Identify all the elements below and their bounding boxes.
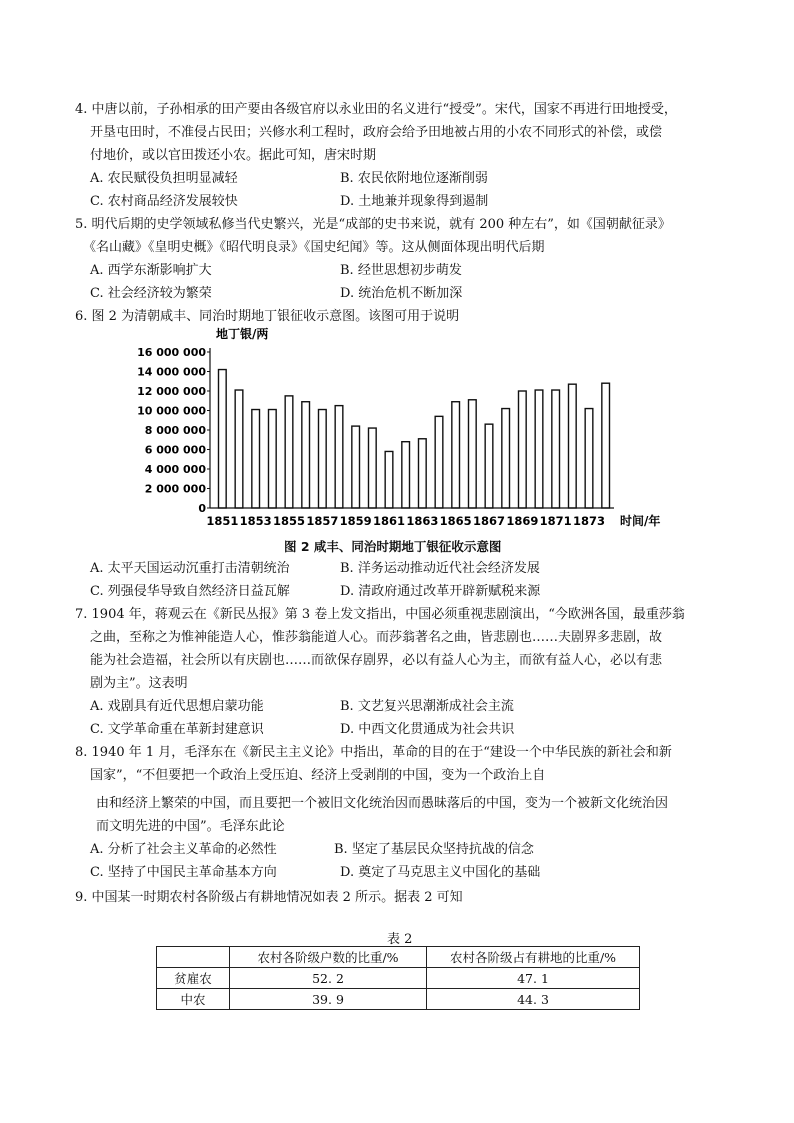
bar-1863 [419, 439, 427, 508]
q5-option-a[interactable]: A. 西学东渐影响扩大 [90, 263, 212, 278]
x-tick-label: 1871 [539, 514, 572, 528]
q7-option-a[interactable]: A. 戏剧具有近代思想启蒙功能 [90, 699, 264, 714]
x-tick-label: 1861 [372, 514, 406, 528]
q8-option-c[interactable]: C. 坚持了中国民主革命基本方向 [90, 865, 277, 880]
q7-line-3: 能为社会造福，社会所以有庆剧也……而欲保存剧界，必以有益人心为主，而欲有益人心，必以有悲 [90, 653, 663, 668]
bar-1855 [285, 396, 293, 508]
bar-1861 [385, 451, 393, 508]
q8-option-a[interactable]: A. 分析了社会主义革命的必然性 [90, 842, 277, 857]
y-tick-label: 16 000 000 [137, 346, 206, 359]
q7-line-2: 之曲，至称之为惟神能造人心，惟莎翁能道人心。而莎翁著名之曲，皆悲剧也……夫剧界多悲剧，故 [90, 630, 663, 645]
q6-option-c[interactable]: C. 列强侵华导致自然经济日益瓦解 [90, 584, 290, 599]
q8-line-4: 而文明先进的中国”。毛泽东此论 [96, 819, 285, 834]
chart-bars [219, 370, 610, 508]
q5-option-c[interactable]: C. 社会经济较为繁荣 [90, 286, 212, 301]
q8-line-2: 国家”，“不但要把一个政治上受压迫、经济上受剥削的中国，变为一个政治上自 [90, 768, 546, 783]
y-tick-label: 4 000 000 [144, 463, 206, 476]
bar-1852 [235, 390, 243, 508]
q5-option-d[interactable]: D. 统治危机不断加深 [340, 286, 463, 301]
table-header-empty [157, 947, 230, 968]
y-tick-label: 6 000 000 [144, 443, 206, 457]
chart-caption: 图 2 咸丰、同治时期地丁银征收示意图 [284, 539, 502, 554]
bar-1870 [535, 390, 543, 508]
q5-option-b[interactable]: B. 经世思想初步萌发 [340, 263, 462, 278]
q5-line-2: 《名山藏》《皇明史概》《昭代明良录》《国史纪闻》等。这从侧面体现出明代后期 [83, 240, 545, 255]
q7-option-d[interactable]: D. 中西文化贯通成为社会共识 [340, 722, 515, 737]
x-tick-label: 1857 [306, 514, 339, 528]
q4-line-1: 4. 中唐以前，子孙相承的田产要由各级官府以永业田的名义进行“授受”。宋代，国家不再进行田地授受， [75, 102, 677, 117]
bar-1866 [469, 400, 477, 508]
bar-1859 [352, 426, 360, 508]
bar-1868 [502, 409, 510, 508]
table-cell: 52. 2 [230, 968, 427, 989]
table-cell: 39. 9 [230, 989, 427, 1010]
bar-1873 [585, 409, 593, 508]
y-tick-label: 10 000 000 [137, 404, 206, 418]
bar-1851 [219, 370, 227, 508]
table-row [157, 968, 640, 989]
x-tick-label: 1853 [239, 514, 272, 528]
q9-line-1: 9. 中国某一时期农村各阶级占有耕地情况如表 2 所示。据表 2 可知 [75, 890, 463, 905]
bar-1856 [302, 402, 310, 508]
bar-1858 [335, 406, 343, 508]
bar-1860 [369, 428, 377, 508]
q5-line-1: 5. 明代后期的史学领域私修当代史繁兴，光是“成部的史书来说，就有 200 种左右”，如《国朝献征录》 [75, 217, 671, 232]
chart-y-axis-label: 地丁银/两 [216, 327, 269, 341]
y-tick-label: 12 000 000 [137, 385, 206, 398]
bar-1862 [402, 442, 410, 508]
table-2-title: 表 2 [387, 932, 413, 947]
q4-option-a[interactable]: A. 农民赋役负担明显减轻 [90, 171, 238, 186]
table-cell: 44. 3 [427, 989, 640, 1010]
q7-line-4: 剧为主”。这表明 [90, 676, 188, 691]
x-tick-label: 1863 [406, 514, 439, 528]
bar-1864 [435, 416, 443, 508]
bar-1865 [452, 402, 460, 508]
bar-1869 [519, 391, 527, 508]
table-cell: 中农 [157, 989, 230, 1010]
q4-line-3: 付地价，或以官田拨还小农。据此可知，唐宋时期 [90, 148, 377, 163]
bar-1872 [569, 384, 577, 508]
table-header-households: 农村各阶级户数的比重/% [230, 947, 427, 968]
table-header-row [157, 947, 640, 968]
table-row [157, 989, 640, 1010]
bar-1871 [552, 390, 560, 508]
chart-x-ticks [206, 514, 605, 528]
q6-line-1: 6. 图 2 为清朝咸丰、同治时期地丁银征收示意图。该图可用于说明 [75, 309, 460, 324]
bar-1857 [319, 410, 327, 508]
q8-line-1: 8. 1940 年 1 月，毛泽东在《新民主主义论》中指出，革命的目的在于“建设一个中华民族的新社会和新 [75, 745, 672, 760]
y-tick-label: 14 000 000 [137, 365, 206, 379]
x-tick-label: 1855 [272, 514, 306, 528]
q4-option-d[interactable]: D. 土地兼并现象得到遏制 [340, 194, 489, 209]
table-2 [156, 946, 640, 1010]
chart-y-ticks [137, 346, 210, 515]
bar-1867 [485, 424, 493, 508]
bar-1874 [602, 383, 610, 508]
q8-option-d[interactable]: D. 奠定了马克思主义中国化的基础 [340, 865, 541, 880]
q8-line-3: 由和经济上繁荣的中国，而且要把一个被旧文化统治因而愚昧落后的中国，变为一个被新文化统治因 [96, 796, 669, 811]
x-tick-label: 1869 [506, 514, 539, 528]
x-tick-label: 1851 [206, 514, 239, 528]
table-header-land: 农村各阶级占有耕地的比重/% [427, 947, 640, 968]
q4-option-c[interactable]: C. 农村商品经济发展较快 [90, 194, 238, 209]
y-tick-label: 0 [198, 502, 206, 515]
land-tax-bar-chart [137, 324, 678, 534]
x-tick-label: 1859 [339, 514, 372, 528]
q6-option-a[interactable]: A. 太平天国运动沉重打击清朝统治 [90, 561, 290, 576]
x-tick-label: 1873 [572, 514, 606, 528]
bar-1854 [269, 410, 277, 508]
q4-line-2: 开垦屯田时，不准侵占民田；兴修水利工程时，政府会给予田地被占用的小农不同形式的补偿，或偿 [90, 125, 663, 140]
y-tick-label: 2 000 000 [144, 482, 206, 496]
x-tick-label: 1865 [439, 514, 472, 528]
bar-1853 [252, 410, 260, 508]
q8-option-b[interactable]: B. 坚定了基层民众坚持抗战的信念 [334, 842, 534, 857]
table-cell: 贫雇农 [157, 968, 230, 989]
chart-x-axis-label: 时间/年 [620, 514, 661, 528]
q7-option-b[interactable]: B. 文艺复兴思潮渐成社会主流 [340, 699, 514, 714]
x-tick-label: 1867 [472, 514, 506, 528]
q6-option-d[interactable]: D. 清政府通过改革开辟新赋税来源 [340, 584, 541, 599]
q4-option-b[interactable]: B. 农民依附地位逐渐削弱 [340, 171, 488, 186]
q6-option-b[interactable]: B. 洋务运动推动近代社会经济发展 [340, 561, 540, 576]
table-cell: 47. 1 [427, 968, 640, 989]
y-tick-label: 8 000 000 [144, 424, 206, 437]
q7-line-1: 7. 1904 年，蒋观云在《新民丛报》第 3 卷上发文指出，中国必须重视悲剧演出，“今欧洲各国，最重莎翁 [75, 607, 685, 622]
q7-option-c[interactable]: C. 文学革命重在革新封建意识 [90, 722, 264, 737]
